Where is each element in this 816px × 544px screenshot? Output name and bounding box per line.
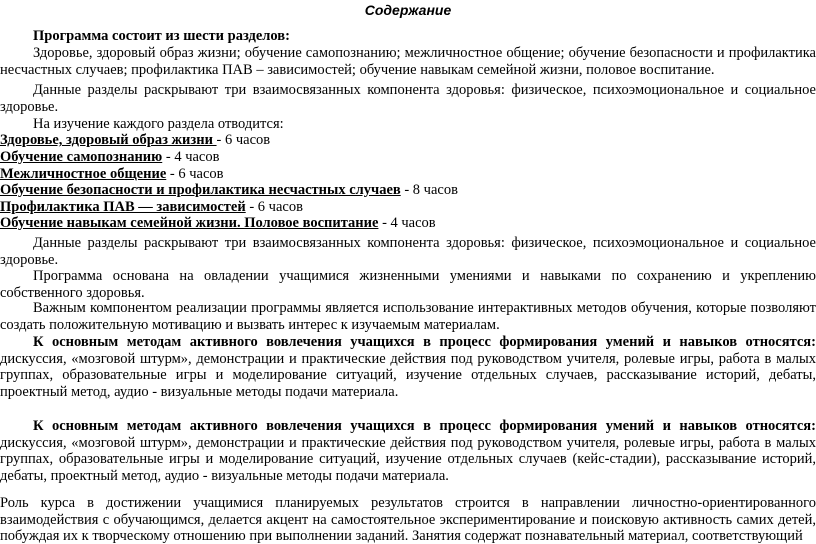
section-row-health <box>0 132 816 149</box>
program-basis-paragraph: Программа основана на овладении учащимися жизненными умениями и навыками по сохранению и укреплению собственного здоровья. <box>0 268 816 301</box>
sections-list-paragraph: Здоровье, здоровый образ жизни; обучение самопознанию; межличностное общение; обучение безопасности и профилактика несчастных случаев; профилактика ПАВ – зависимостей; обучение навыкам семейной жизни, половое воспитание. <box>0 45 816 78</box>
health-components-paragraph-repeat: Данные разделы раскрывают три взаимосвязанных компонента здоровья: физическое, психоэмоциональное и социальное здоровье. <box>0 235 816 268</box>
document-title: Содержание <box>364 2 452 18</box>
active-methods-heading-1: К основным методам активного вовлечения учащихся в процесс формирования умений и навыков относятся: <box>33 334 816 350</box>
section-name: Обучение самопознанию <box>0 149 163 165</box>
section-hours: - 6 часов <box>166 166 224 182</box>
section-name: Обучение навыкам семейной жизни. Половое воспитание <box>0 215 379 231</box>
health-components-paragraph: Данные разделы раскрывают три взаимосвязанных компонента здоровья: физическое, психоэмоциональное и социальное здоровье. <box>0 82 816 115</box>
section-hours: - 8 часов <box>400 182 458 198</box>
section-name: Здоровье, здоровый образ жизни <box>0 132 217 148</box>
section-hours: - 4 часов <box>162 149 220 165</box>
section-row-self-knowledge <box>0 149 816 166</box>
section-name: Профилактика ПАВ — зависимостей <box>0 199 246 215</box>
active-methods-paragraph-1 <box>0 334 816 400</box>
course-role-paragraph: Роль курса в достижении учащимися планируемых результатов строится в направлении личностно-ориентированного взаимодействия с обучающимся, делается акцент на самостоятельное экспериментирование и поисковую активность самих детей, побуждая их к творческому отношению при выполнении заданий. Занятия содержат познавательный материал, соответствующий <box>0 495 816 544</box>
hours-intro: На изучение каждого раздела отводится: <box>33 116 284 132</box>
active-methods-paragraph-2 <box>0 418 816 484</box>
section-row-interpersonal <box>0 166 816 183</box>
section-row-safety <box>0 182 816 199</box>
section-hours: - 4 часов <box>378 215 436 231</box>
interactive-methods-paragraph: Важным компонентом реализации программы является использование интерактивных методов обучения, которые позволяют создать положительную мотивацию и вызвать интерес к изучаемым материалам. <box>0 300 816 333</box>
section-hours: - 6 часов <box>245 199 303 215</box>
active-methods-text-2: дискуссия, «мозговой штурм», демонстрации и практические действия под руководством учителя, ролевые игры, работа в малых группах, образовательные игры и моделирование ситуаций, изучение отдельных случаев (кейс-стадии), рассказывание историй, дебаты, проектный метод, аудио - визуальные методы подачи материала. <box>0 434 816 484</box>
section-name: Межличностное общение <box>0 166 167 182</box>
section-name: Обучение безопасности и профилактика несчастных случаев <box>0 182 401 198</box>
active-methods-text-1: дискуссия, «мозговой штурм», демонстрации и практические действия под руководством учителя, ролевые игры, работа в малых группах, образовательные игры и моделирование ситуаций, изучение отдельных случаев, рассказывание историй, дебаты, проектный метод, аудио - визуальные методы подачи материала. <box>0 350 816 400</box>
program-heading: Программа состоит из шести разделов: <box>33 28 290 44</box>
section-row-family <box>0 215 816 232</box>
active-methods-heading-2: К основным методам активного вовлечения учащихся в процесс формирования умений и навыков относятся: <box>33 418 816 434</box>
section-hours: - 6 часов <box>216 132 271 148</box>
section-row-pav <box>0 199 816 216</box>
